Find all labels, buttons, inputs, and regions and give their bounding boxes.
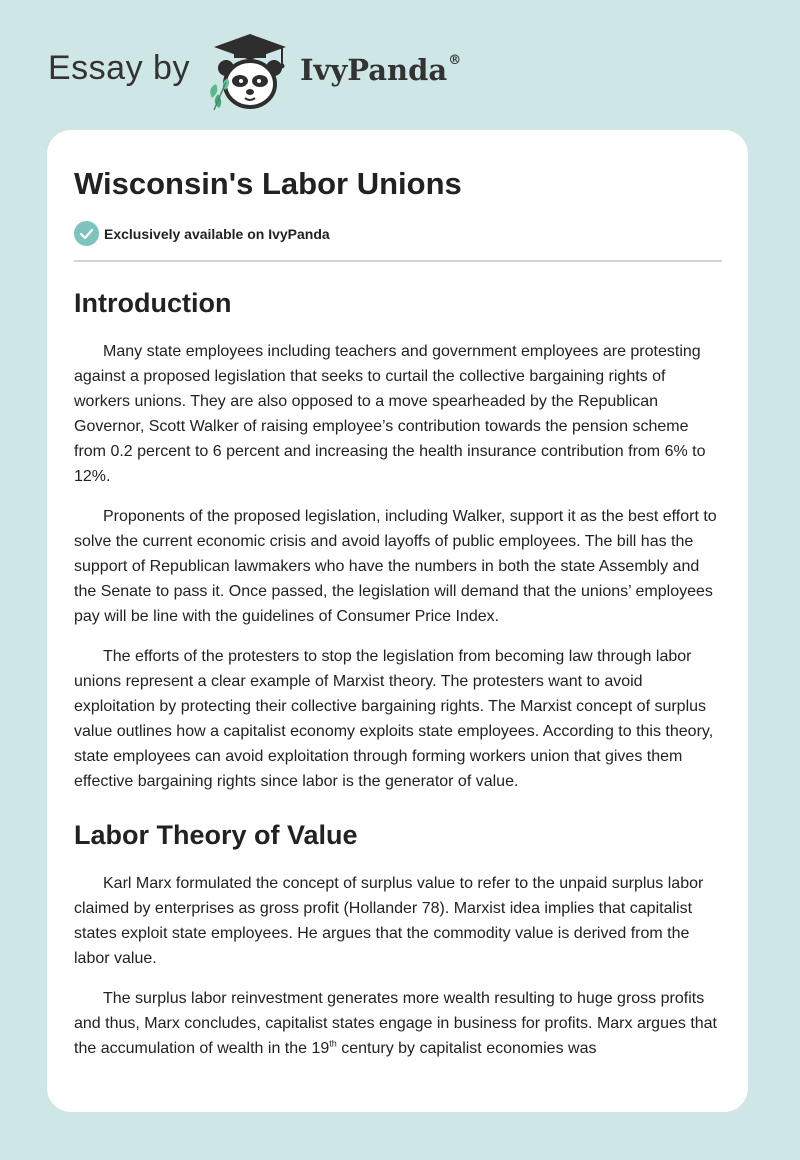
article-card [47, 130, 748, 1112]
brand-name-text: IvyPanda [299, 53, 448, 87]
paragraph: The efforts of the protesters to stop the legislation from becoming law through labor unions represent a clear example of Marxist theory. The protesters want to avoid exploitation by protecting their collective bargaining rights. The Marxist concept of surplus value outlines how a capitalist economy exploits state employees. According to this theory, state employees can avoid exploitation through forming workers union that gives them effective bargaining rights since labor is the generator of value. [74, 648, 714, 790]
paragraph: Many state employees including teachers and government employees are protesting against a proposed legislation that seeks to curtail the collective bargaining rights of workers unions. They are also opposed to a move spearheaded by the Republican Governor, Scott Walker of raising employee’s contribution towards the pension scheme from 0.2 percent to 6 percent and increasing the health insurance contribution from 6% to 12%. [74, 343, 706, 485]
brand-name [300, 53, 461, 87]
registered-mark: ® [448, 53, 462, 68]
page-title: Wisconsin's Labor Unions [74, 166, 462, 201]
check-icon [74, 221, 99, 246]
exclusive-badge [74, 221, 722, 246]
exclusive-badge-label: Exclusively available on IvyPanda [104, 225, 330, 242]
paragraph: Karl Marx formulated the concept of surplus value to refer to the unpaid surplus labor claimed by enterprises as gross profit (Hollander 78). Marxist idea implies that capitalist states exploit state employees. He argues that the commodity value is derived from the labor value. [74, 875, 704, 967]
panda-logo-icon [204, 32, 296, 112]
brand-header [48, 32, 461, 112]
paragraph: Proponents of the proposed legislation, including Walker, support it as the best effort to solve the current economic crisis and avoid layoffs of public employees. The bill has the support of Republican lawmakers who have the numbers in both the state Assembly and the Senate to pass it. Once passed, the legislation will demand that the unions’ employees pay will be line with the guidelines of Consumer Price Index. [74, 508, 717, 625]
paragraph-text-after: century by capitalist economies was [336, 1040, 597, 1057]
paragraph-text-before: The surplus labor reinvestment generates more wealth resulting to huge gross profits and thus, Marx concludes, capitalist states engage in business for profits. Marx argues that the accumulation of wealth in the 19 [74, 990, 717, 1057]
brand-prefix: Essay by [48, 48, 190, 87]
superscript-th: th [329, 1038, 337, 1049]
checkmark-glyph-icon [80, 229, 93, 239]
section-heading-introduction: Introduction [74, 288, 232, 318]
paragraph-partial [74, 986, 722, 1061]
section-heading-labor-theory: Labor Theory of Value [74, 820, 358, 850]
title-divider [74, 260, 722, 262]
